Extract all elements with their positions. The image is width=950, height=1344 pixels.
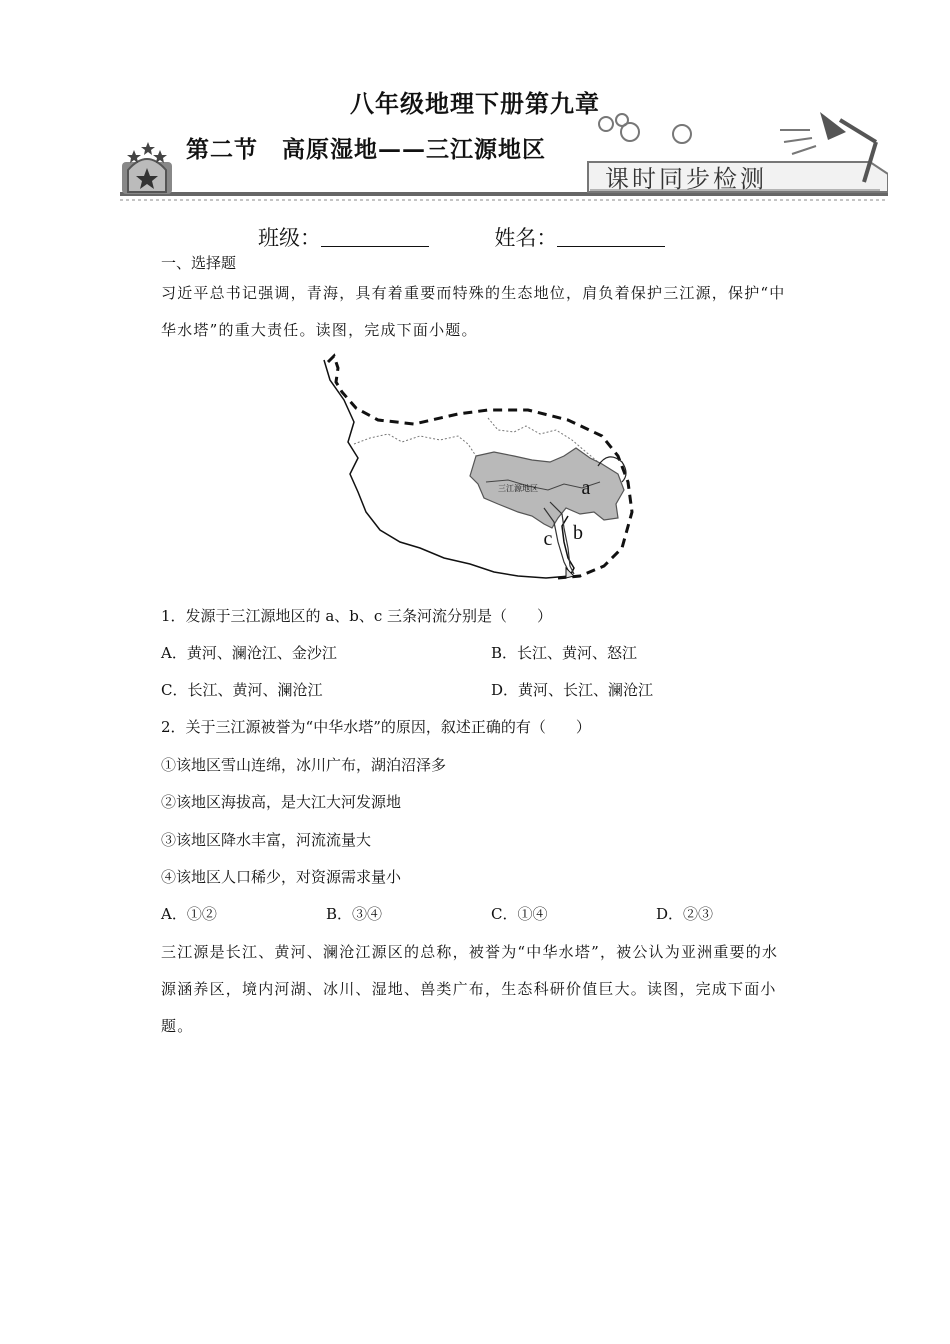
map-region-label: 三江源地区 (498, 484, 538, 493)
q1-option-b[interactable]: B．长江、黄河、怒江 (491, 644, 638, 662)
badge-label: 课时同步检测 (605, 165, 767, 193)
intro2-line2: 源涵养区，境内河湖、冰川、湿地、兽类广布，生态科研价值巨大。读图，完成下面小 (161, 980, 777, 998)
section-title: 第二节 高原湿地——三江源地区 (186, 136, 546, 163)
star-badge-icon (122, 142, 172, 194)
q2-option-c[interactable]: C．①④ (491, 905, 548, 923)
map-label-b: b (573, 522, 583, 544)
map-label-a: a (581, 477, 591, 499)
q2-statement-4: ④该地区人口稀少，对资源需求量小 (161, 868, 402, 886)
q2-option-a[interactable]: A．①② (161, 905, 217, 923)
intro1-line2: 华水塔”的重大责任。读图，完成下面小题。 (161, 321, 478, 339)
class-label: 班级： (258, 226, 321, 250)
q2-stem: 2．关于三江源被誉为“中华水塔”的原因，叙述正确的有（ ） (161, 718, 591, 736)
sanjiangyuan-region (470, 448, 624, 528)
class-blank[interactable] (321, 228, 429, 247)
map-label-c: c (543, 528, 553, 550)
name-blank[interactable] (557, 228, 665, 247)
q1-option-d[interactable]: D．黄河、长江、澜沧江 (491, 681, 654, 699)
q2-statement-1: ①该地区雪山连绵，冰川广布，湖泊沼泽多 (161, 756, 447, 774)
q1-stem: 1．发源于三江源地区的 a、b、c 三条河流分别是（ ） (161, 607, 553, 625)
q2-option-d[interactable]: D．②③ (656, 905, 714, 923)
intro2-line1: 三江源是长江、黄河、澜沧江源区的总称，被誉为“中华水塔”，被公认为亚洲重要的水 (161, 943, 779, 961)
intro2-line3: 题。 (161, 1017, 194, 1035)
section-heading: 一、选择题 (161, 254, 237, 272)
q2-statement-3: ③该地区降水丰富，河流流量大 (161, 831, 372, 849)
sanjiangyuan-map (318, 352, 636, 587)
q2-option-b[interactable]: B．③④ (326, 905, 383, 923)
q2-statement-2: ②该地区海拔高，是大江大河发源地 (161, 793, 402, 811)
intro1-line1: 习近平总书记强调，青海，具有着重要而特殊的生态地位，肩负着保护三江源，保护“中 (161, 284, 786, 302)
q1-option-c[interactable]: C．长江、黄河、澜沧江 (161, 681, 323, 699)
name-label: 姓名： (494, 226, 558, 250)
main-title: 八年级地理下册第九章 (350, 89, 600, 118)
student-info-row (258, 222, 665, 252)
q1-option-a[interactable]: A．黄河、澜沧江、金沙江 (161, 644, 337, 662)
